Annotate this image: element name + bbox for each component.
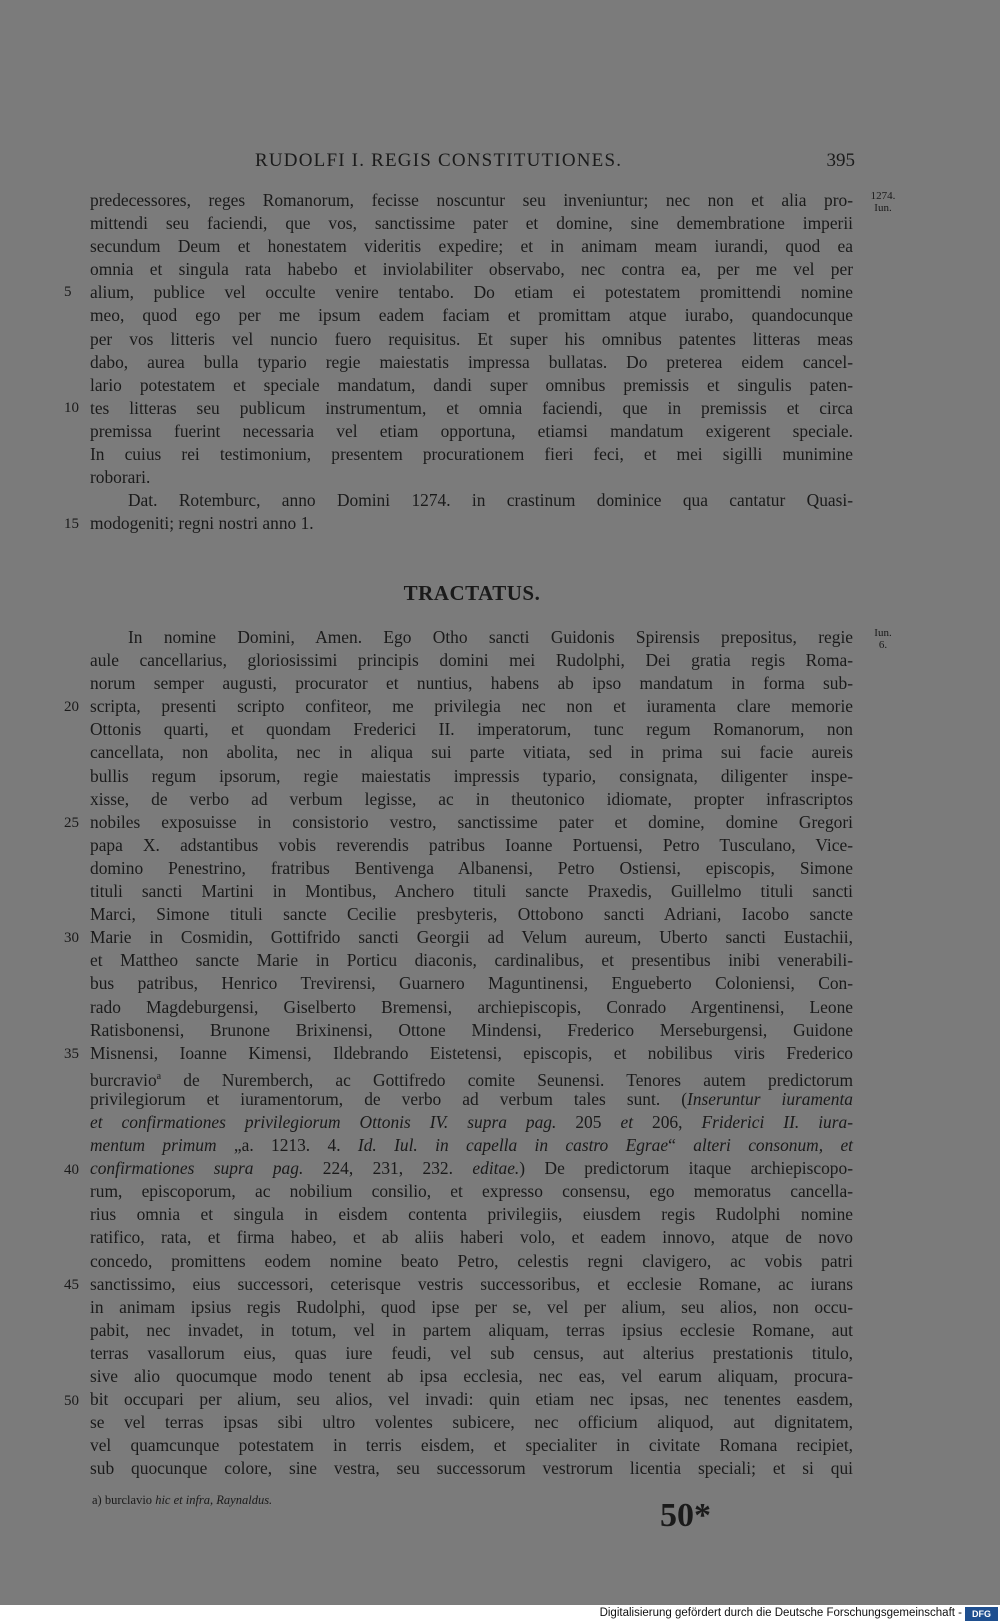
text-line: alium, publice vel occulte venire tentabo. Do etiam ei potestatem promittendi nomine	[90, 282, 853, 303]
text-line: lario potestatem et speciale mandatum, dandi super omnibus premissis et singulis paten-	[90, 374, 853, 395]
italic-segment: Id. Iul. in capella in castro Egrae	[357, 1135, 669, 1156]
text-line: rum, episcoporum, ac nobilium consilio, et expresso consensu, ego memoratus cancella-	[90, 1181, 853, 1202]
text-line: Marci, Simone tituli sancte Cecilie presbyteris, Ottobono sancti Adriani, Iacobo sancte	[90, 904, 853, 925]
italic-segment: et confirmationes privilegiorum Ottonis IV. supra pag.	[90, 1111, 557, 1132]
italic-segment: Friderici II. iura-	[701, 1111, 853, 1132]
margin-month: Iun.	[874, 202, 892, 214]
credit-text: Digitalisierung gefördert durch die Deutsche Forschungsgemeinschaft -	[599, 1607, 962, 1619]
line-number: 50	[64, 1393, 79, 1409]
text-line: norum semper augusti, procurator et nuntius, habens ab ipso mandatum in forma sub-	[90, 673, 853, 694]
text-line: Marie in Cosmidin, Gottifrido sancti Georgii ad Velum aureum, Uberto sancti Eustachii,	[90, 927, 853, 948]
text-line: tes litteras seu publicum instrumentum, et omnia faciendi, que in premissis et circa	[90, 397, 853, 418]
footnote-mark: a	[156, 1070, 162, 1082]
text-line: omnia et singula rata habebo et inviolabiliter observabo, nec contra ea, per me vel per	[90, 259, 853, 280]
text-line: aule cancellarius, gloriosissimi principis domini mei Rudolphi, Dei gratia regis Roma-	[90, 650, 853, 671]
text-line: meo, quod ego per me ipsum eadem faciam et promittam atque iurabo, quandocunque	[90, 305, 853, 326]
text-line: premissa fuerint necessaria vel etiam opportuna, etiamsi mandatum exigerent speciale.	[90, 420, 853, 441]
margin-year: 1274.	[870, 190, 896, 202]
footnote-mark: a)	[92, 1493, 105, 1507]
running-title: RUDOLFI I. REGIS CONSTITUTIONES.	[255, 150, 623, 171]
line-number: 45	[64, 1277, 79, 1293]
text-line: In cuius rei testimonium, presentem procurationem fieri feci, et mei sigilli munimine	[90, 444, 853, 465]
text-line: scripta, presenti scripto confiteor, me privilegia nec non et iuramenta clare memorie	[90, 696, 853, 717]
tractatus-body	[90, 626, 853, 1480]
text-line: nobiles exposuisse in consistorio vestro, sanctissime pater et domine, domine Gregori	[90, 811, 853, 832]
line-number: 25	[64, 815, 79, 831]
text-line: predecessores, reges Romanorum, fecisse noscuntur seu inveniuntur; nec non et alia pro-	[90, 190, 853, 210]
line-number: 10	[64, 400, 79, 416]
signature-mark: 50*	[660, 1497, 711, 1534]
italic-segment: mentum primum	[90, 1135, 217, 1156]
text-line	[90, 1134, 853, 1157]
text-segment: burcravio	[90, 1069, 157, 1090]
page-number: 395	[826, 150, 855, 171]
text-line: per vos litteris vel nuncio fuero requisitus. Et super his omnibus patentes litteras meas	[90, 328, 853, 349]
text-segment: privilegiorum et iuramentorum, de verbo ad verbum tales sunt.	[90, 1088, 661, 1109]
italic-segment: Inseruntur iuramenta	[687, 1088, 853, 1109]
closing-paragraph	[90, 189, 853, 535]
footnote-italic: hic et infra, Raynaldus.	[155, 1493, 273, 1507]
text-line: Ratisbonensi, Brunone Brixinensi, Ottone Mindensi, Frederico Merseburgensi, Guidone	[90, 1019, 853, 1040]
text-line: papa X. adstantibus vobis reverendis patribus Ioanne Portuensi, Petro Tusculano, Vice-	[90, 834, 853, 855]
text-line: rius omnia et singula in eisdem contenta privilegiis, eiusdem regis Rudolphi nomine	[90, 1204, 853, 1225]
text-line: ratifico, rata, et firma habeo, et ab aliis haberi volo, et eadem innovo, atque de novo	[90, 1227, 853, 1248]
text-line	[90, 1157, 853, 1180]
text-line: sive alio quocumque modo tenent ab ipsa ecclesia, nec eas, vel earum aliquam, procura-	[90, 1366, 853, 1386]
text-line: bullis regum ipsorum, regie maiestatis impressis typario, consignata, diligenter inspe-	[90, 765, 853, 786]
text-segment: de Nuremberch, ac Gottifredo comite Seunensi. Tenores autem predictorum	[161, 1069, 853, 1090]
text-line: xisse, de verbo ad verbum legisse, ac in theutonico idiomate, propter infrascriptos	[90, 788, 853, 809]
text-segment: 205	[556, 1111, 621, 1132]
text-line: Dat. Rotemburc, anno Domini 1274. in crastinum dominice qua cantatur Quasi-	[128, 490, 853, 511]
text-line: se vel terras ipsas sibi ultro volentes subicere, nec officium aliquod, aut dignitatem,	[90, 1412, 853, 1433]
text-line: et Mattheo sancte Marie in Porticu diaconis, cardinalibus, et presentibus inibi venerabili-	[90, 950, 853, 971]
line-number: 40	[64, 1162, 79, 1178]
text-line: roborari.	[90, 467, 151, 488]
text-line: in animam ipsius regis Rudolphi, quod ipse per se, vel per alium, seu alios, non occu-	[90, 1296, 853, 1317]
line-number: 5	[64, 284, 72, 300]
text-line	[90, 1088, 853, 1111]
text-line: domino Penestrino, fratribus Bentivenga Albanensi, Petro Ostiensi, episcopis, Simone	[90, 857, 853, 878]
text-line: terras vasallorum eius, quas iure feudi, vel sub census, aut alterius prestationis titulo,	[90, 1342, 853, 1363]
footnote-text: burclavio	[104, 1493, 156, 1507]
italic-segment: alteri consonum, et	[693, 1135, 853, 1156]
line-number: 35	[64, 1046, 79, 1062]
margin-date-june-6	[866, 627, 900, 651]
text-line: sanctissimo, eius successori, ceterisque vestris successoribus, et ecclesie Romane, ac iurans	[90, 1273, 853, 1294]
text-line: sub quocunque colore, sine vestra, seu successorum vestrorum licentia speciali; et si qui	[90, 1458, 853, 1479]
italic-segment: et	[620, 1111, 634, 1132]
text-line: In nomine Domini, Amen. Ego Otho sancti Guidonis Spirensis prepositus, regie	[128, 627, 853, 647]
text-line: modogeniti; regni nostri anno 1.	[90, 513, 314, 534]
text-line: bus patribus, Henrico Trevirensi, Guarnero Maguntinensi, Engueberto Coloniensi, Con-	[90, 973, 853, 994]
line-number: 15	[64, 516, 79, 532]
text-line: secundum Deum et honestatem videritis expedire; et in animam meam iurandi, quod ea	[90, 236, 853, 257]
text-line: pabit, nec invadet, in totum, vel in partem aliquam, terras ipsius ecclesie Romane, aut	[90, 1319, 853, 1340]
digitization-credit-bar	[0, 1606, 1000, 1623]
text-segment: „a. 1213. 4.	[216, 1135, 358, 1156]
italic-segment: confirmationes supra pag.	[90, 1158, 304, 1179]
text-line: cancellata, non abolita, nec in aliqua sui parte vitiata, sed in prima sui facie aureis	[90, 742, 853, 763]
text-line: concedo, promittens eodem nomine beato Petro, celestis regni clavigero, ac vobis patri	[90, 1250, 853, 1271]
text-line	[90, 1111, 853, 1134]
text-line: rado Magdeburgensi, Giselberto Bremensi, archiepiscopis, Conrado Argentinensi, Leone	[90, 996, 853, 1017]
text-segment: “	[668, 1135, 694, 1156]
text-line: bit occupari per alium, seu alios, vel invadi: quin etiam nec ipsas, nec tenentes easdem,	[90, 1389, 853, 1410]
text-line-with-footnote-mark	[90, 1065, 853, 1088]
footnote	[92, 1493, 272, 1508]
line-number: 30	[64, 930, 79, 946]
text-segment: (	[660, 1088, 688, 1109]
text-line: mittendi seu faciendi, que vos, sanctissime pater et domine, sine demembratione imperii	[90, 213, 853, 234]
text-line: tituli sancti Martini in Montibus, Anchero tituli sancte Praxedis, Guillelmo tituli sancti	[90, 881, 853, 902]
text-segment: 224, 231, 232.	[303, 1158, 473, 1179]
section-heading: TRACTATUS.	[403, 581, 541, 605]
line-number: 20	[64, 699, 79, 715]
margin-date-1274	[866, 190, 900, 214]
text-line: Ottonis quarti, et quondam Frederici II. imperatorum, tunc regum Romanorum, non	[90, 719, 853, 740]
margin-month: Iun.	[874, 627, 892, 639]
text-segment: 206,	[633, 1111, 702, 1132]
text-line: Misnensi, Ioanne Kimensi, Ildebrando Eistetensi, episcopis, et nobilibus viris Frederico	[90, 1042, 853, 1063]
text-line: dabo, aurea bulla typario regie maiestatis impressa bullatas. Do preterea eidem cancel-	[90, 351, 853, 372]
italic-segment: editae.	[472, 1158, 520, 1179]
margin-day: 6.	[878, 639, 888, 651]
dfg-logo: DFG	[965, 1607, 998, 1621]
text-line: vel quamcunque potestatem in terris eisdem, et specialiter in civitate Romana recipiet,	[90, 1435, 853, 1456]
text-segment: ) De predictorum itaque archiepiscopo-	[519, 1158, 853, 1179]
